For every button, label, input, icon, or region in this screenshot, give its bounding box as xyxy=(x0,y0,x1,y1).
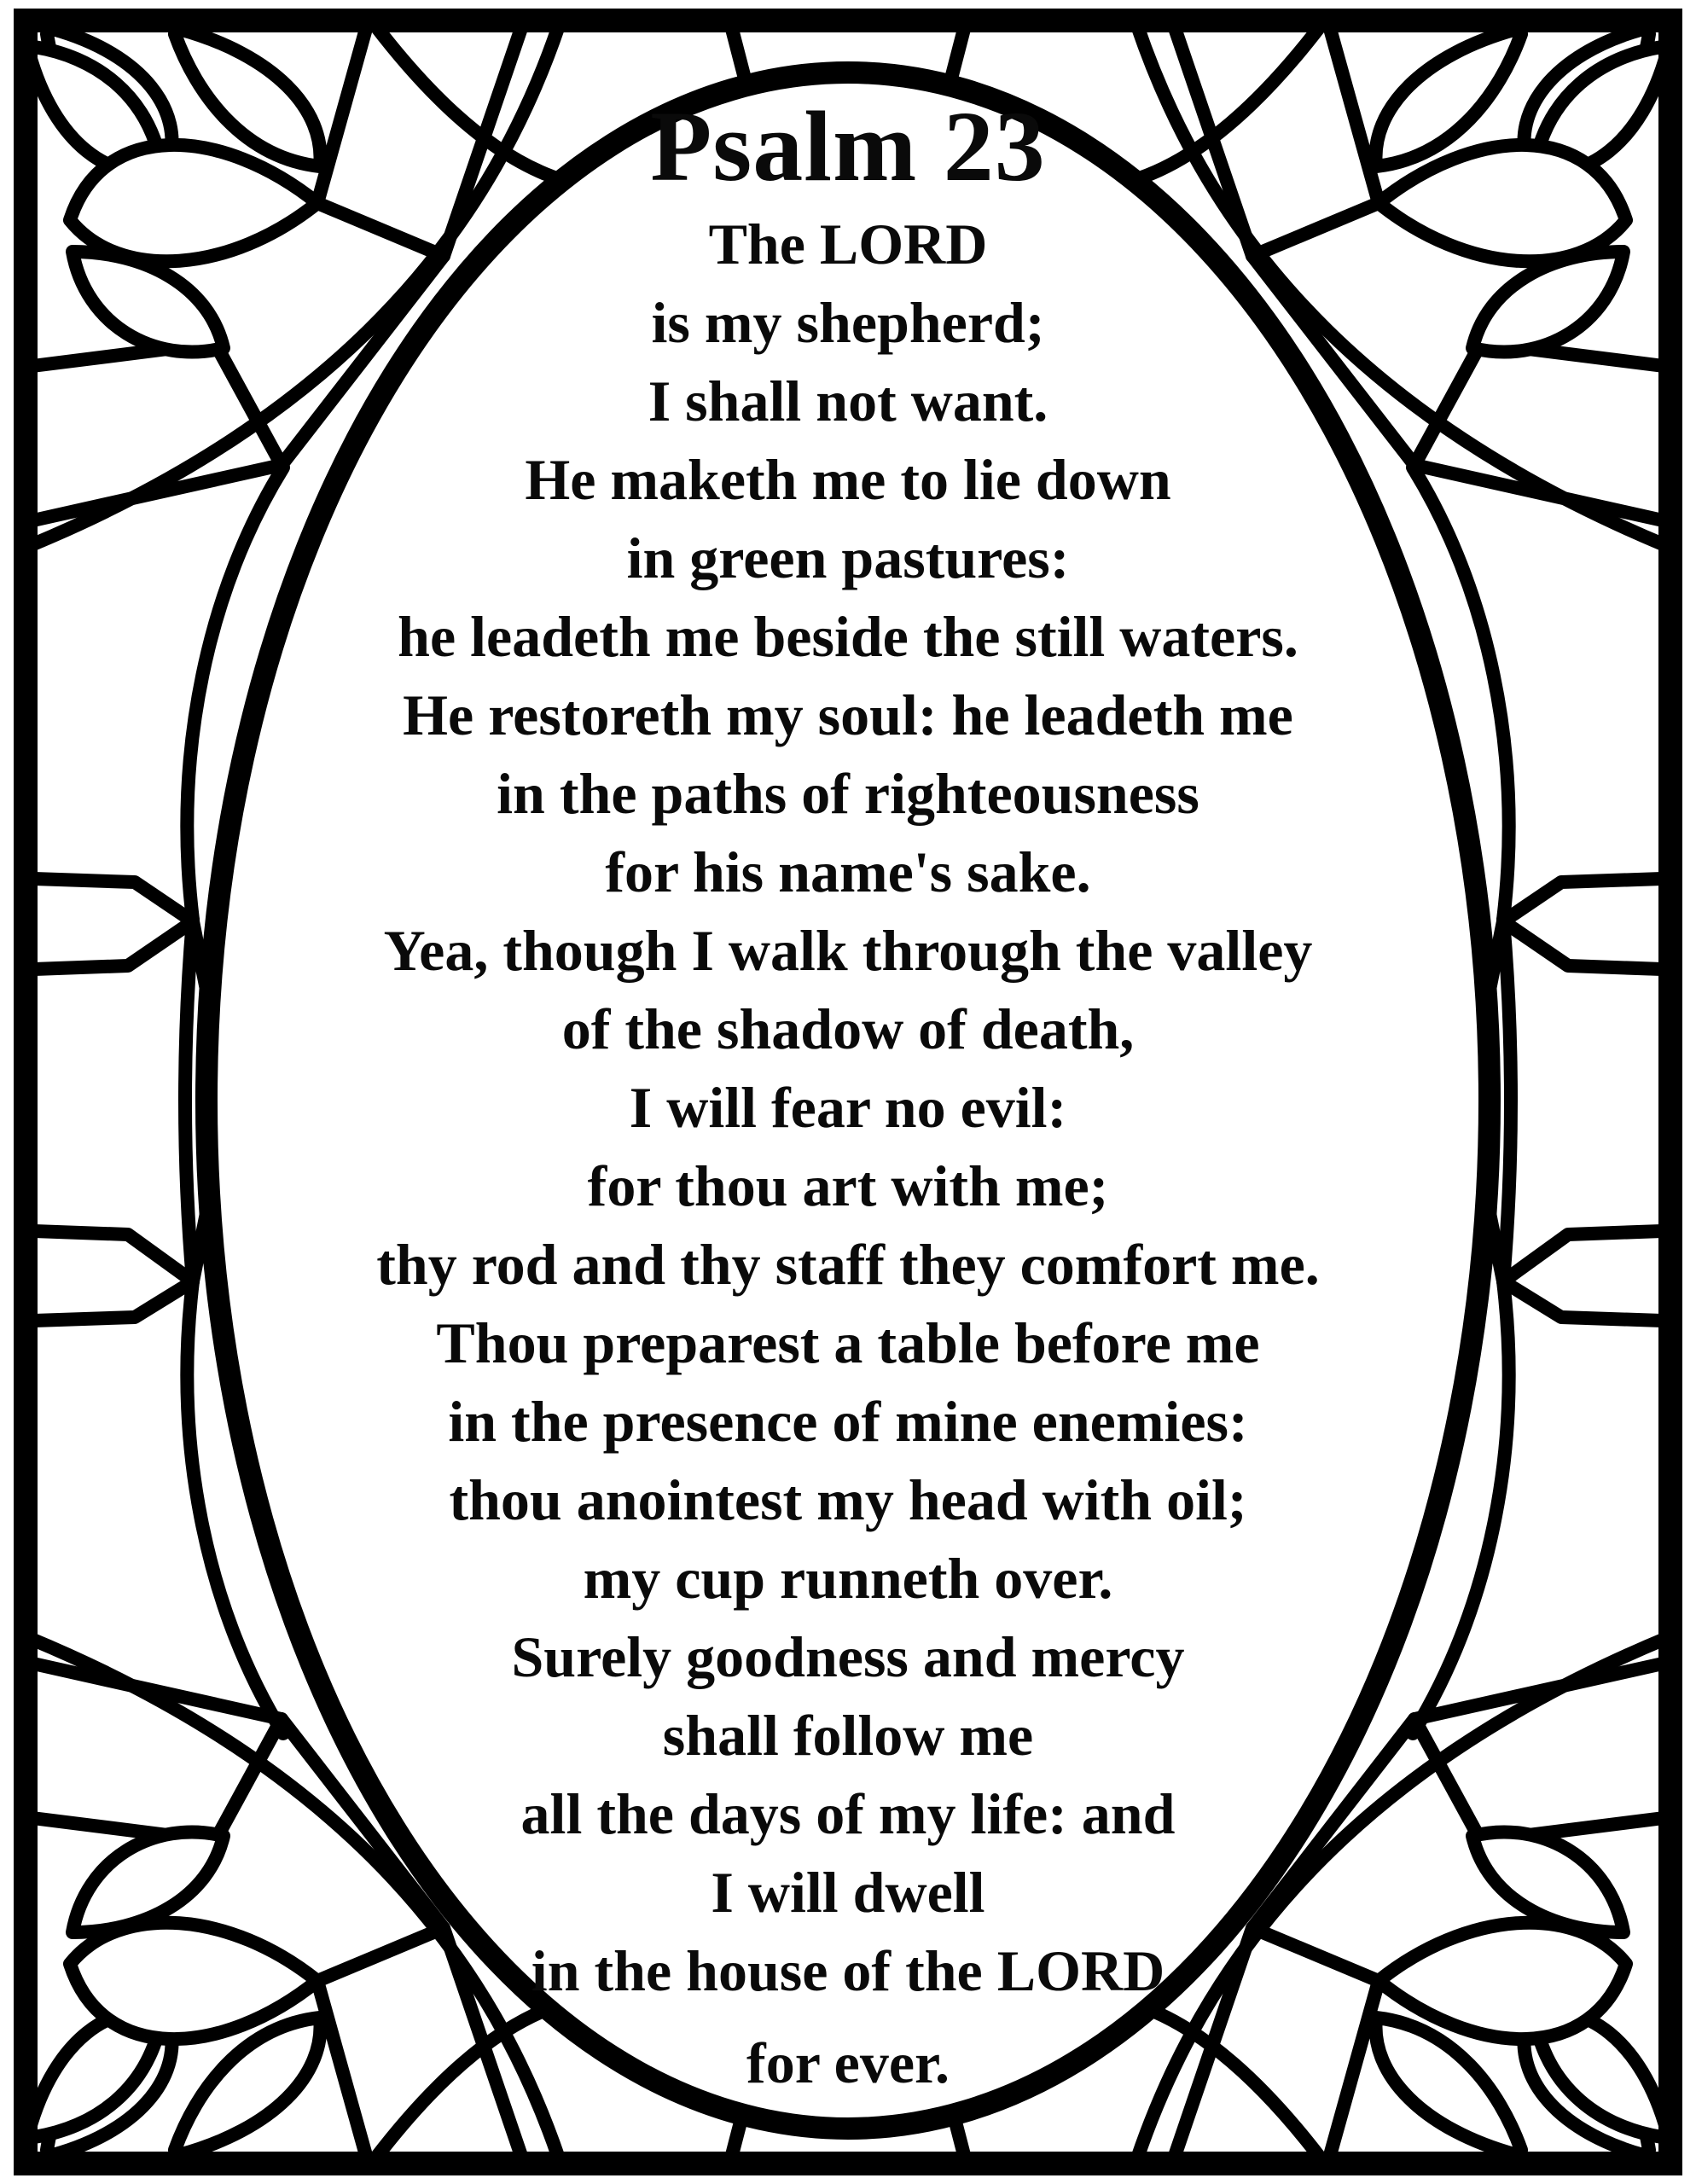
verse-line: Surely goodness and mercy xyxy=(511,1624,1185,1689)
verse-line: for ever. xyxy=(746,2030,950,2095)
verse-line: Thou preparest a table before me xyxy=(436,1310,1260,1375)
verse-line: I will fear no evil: xyxy=(629,1075,1067,1140)
verse-line: for thou art with me; xyxy=(587,1153,1109,1218)
verse-line: all the days of my life: and xyxy=(520,1781,1176,1846)
verse-line: in the paths of righteousness xyxy=(497,761,1199,826)
verse-line: He restoreth my soul: he leadeth me xyxy=(403,682,1293,747)
verse-line: he leadeth me beside the still waters. xyxy=(398,604,1298,669)
psalm-title: Psalm 23 xyxy=(650,90,1046,202)
verse-line: my cup runneth over. xyxy=(583,1546,1113,1611)
verse-line: shall follow me xyxy=(662,1703,1034,1768)
verse-line: thou anointest my head with oil; xyxy=(449,1467,1247,1532)
verse-line: is my shepherd; xyxy=(651,290,1045,355)
verse-line: The LORD xyxy=(708,212,988,276)
psalm-verse xyxy=(0,205,1696,2102)
verse-line: in the presence of mine enemies: xyxy=(448,1389,1248,1454)
psalm-text-panel xyxy=(0,90,1696,2102)
verse-line: I will dwell xyxy=(711,1860,985,1925)
verse-line: I shall not want. xyxy=(648,369,1048,433)
verse-line: for his name's sake. xyxy=(605,839,1091,904)
verse-line: of the shadow of death, xyxy=(561,996,1135,1061)
verse-line: thy rod and thy staff they comfort me. xyxy=(376,1232,1320,1297)
verse-line: Yea, though I walk through the valley xyxy=(383,918,1313,983)
verse-line: He maketh me to lie down xyxy=(525,447,1171,512)
verse-line: in the house of the LORD xyxy=(531,1938,1165,2003)
verse-line: in green pastures: xyxy=(626,526,1070,590)
